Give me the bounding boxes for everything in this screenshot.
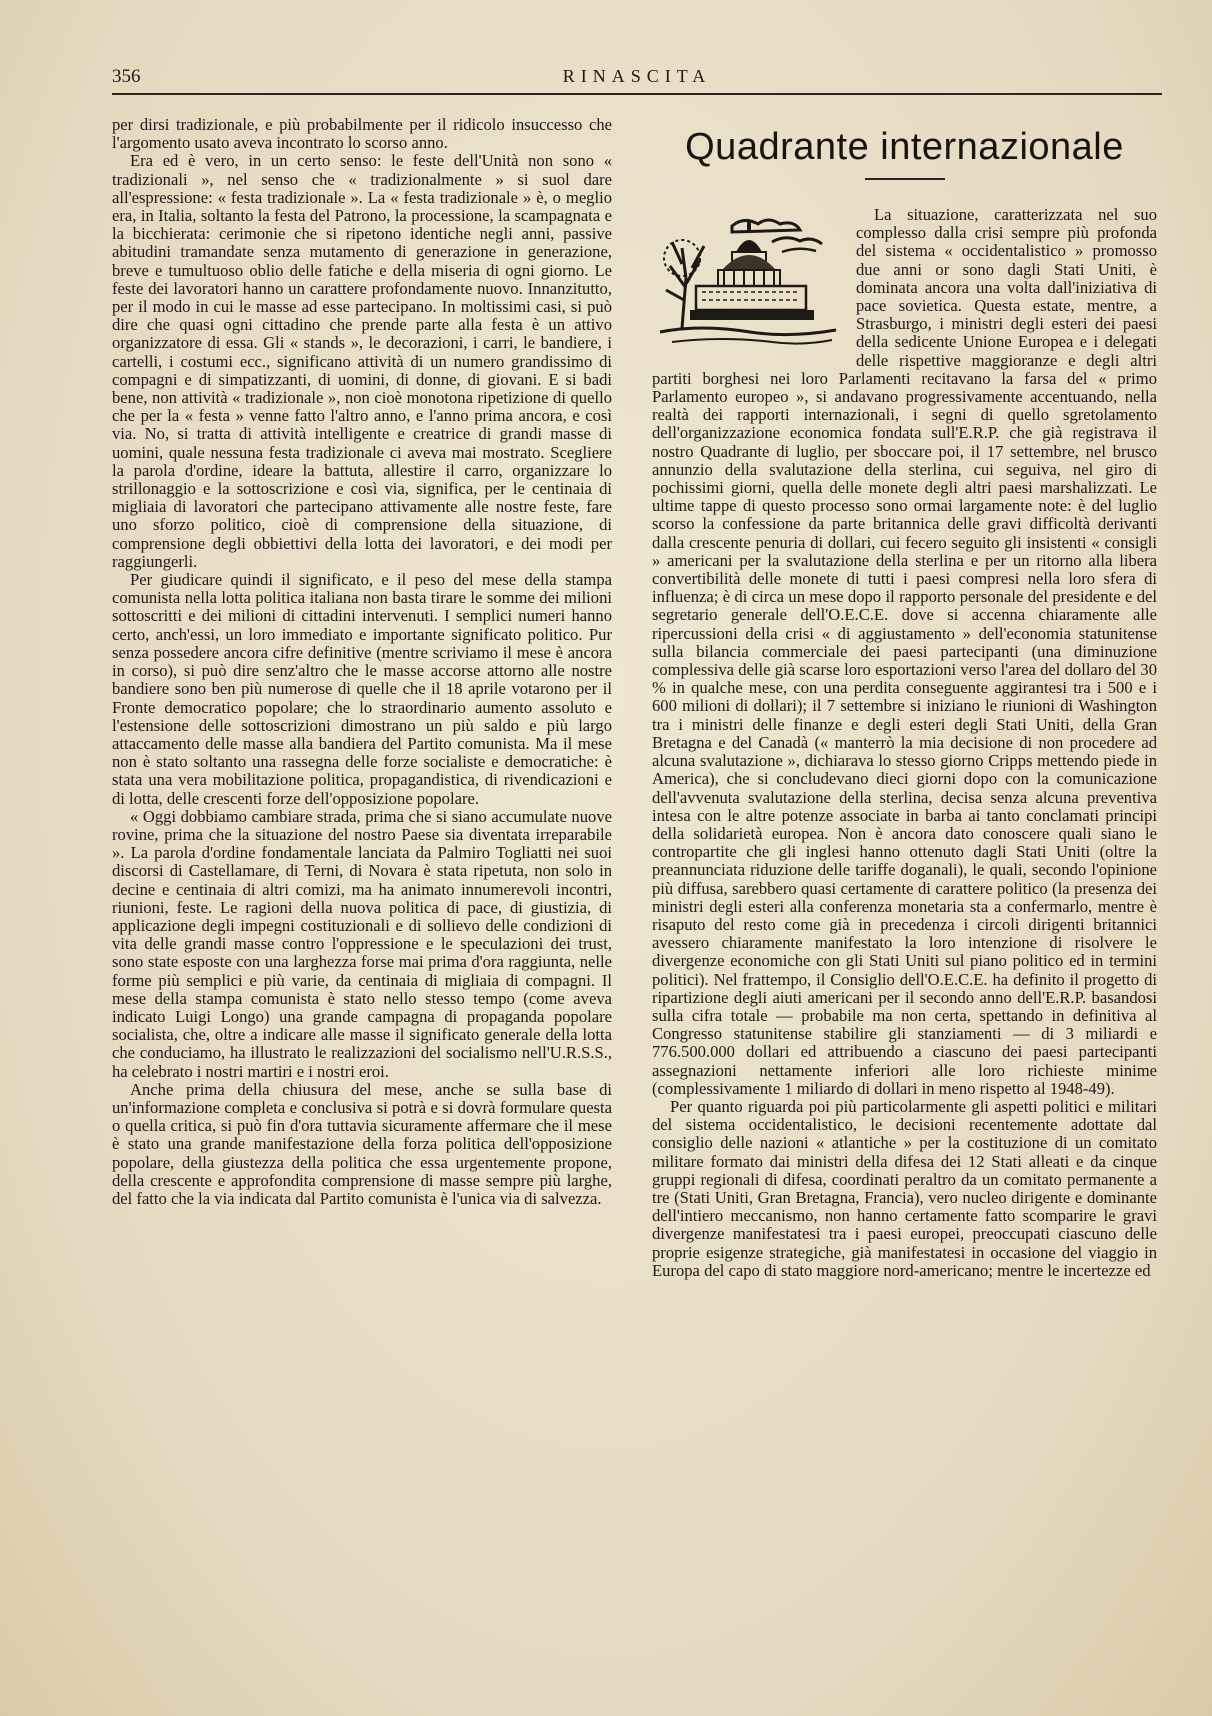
right-column — [652, 120, 1157, 1280]
left-column — [112, 116, 612, 1208]
right-paragraph: Per quanto riguarda poi più particolarmente gli aspetti politici e militari del sistema occidentalistico, le decisioni recentemente adottate dal consiglio delle nazioni « atlantiche » per la costituzione di un comitato militare formato dai ministri della difesa dei 12 Stati alleati e da cinque gruppi regionali di difesa, coordinati peraltro da un comitato permanente a tre (Stati Uniti, Gran Bretagna, Francia), vero nucleo dirigente e dominante dell'intiero meccanismo, non hanno certamente fatto scomparire le gravi divergenze manifestatesi tra i paesi europei, preoccupati ciascuno delle proprie esigenze strategiche, già manifestatesi in occasione del viaggio in Europa del capo di stato maggiore nord-americano; mentre le incertezze ed — [652, 1096, 1157, 1280]
page-header — [112, 66, 1162, 94]
page-number: 356 — [112, 66, 141, 87]
left-paragraph: « Oggi dobbiamo cambiare strada, prima che si siano accumulate nuove rovine, prima che la situazione del nostro Paese sia diventata irreparabile ». La parola d'ordine fondamentale lanciata da Palmiro Togliatti nei suoi discorsi di Castellamare, di Terni, di Novara è stata ripetuta, non solo in decine e centinaia di altri comizi, ma ha animato innumerevoli incontri, riunioni, feste. Le ragioni della nuova politica di pace, di giustizia, di applicazione degli impegni costituzionali e di sollievo delle condizioni di vita delle grandi masse contro l'oppressione e le speculazioni dei trust, sono state esposte con una larghezza forse mai prima d'ora raggiunta, nelle forme più semplici e più varie, da centinaia di migliaia di compagni. Il mese della stampa comunista è stato nello stesso tempo (come aveva indicato Luigi Longo) una grande campagna di propaganda popolare socialista, che, oltre a indicare alle masse il significato generale della lotta che conduciamo, ha illustrato le realizzazioni del socialismo nell'U.R.S.S., ha celebrato i nostri martiri e i nostri eroi. — [112, 806, 612, 1081]
right-paragraph — [652, 206, 1157, 1098]
left-paragraph: Anche prima della chiusura del mese, anche se sulla base di un'informazione completa e conclusiva si potrà e si dovrà formulare questa o quella critica, si può fin d'ora tuttavia sicuramente affermare che il mese è stato una grande manifestazione della forza politica dell'opposizione popolare, della giustezza della politica che essa urgentemente propone, della crescente e approfondita comprensione di masse sempre più larghe, del fatto che la via indicata dal Partito comunista è l'unica via di salvezza. — [112, 1079, 612, 1208]
left-paragraph: per dirsi tradizionale, e più probabilmente per il ridicolo insuccesso che l'argomento usato aveva incontrato lo scorso anno. — [112, 115, 612, 153]
left-paragraph: Era ed è vero, in un certo senso: le feste dell'Unità non sono « tradizionali », nel senso che « tradizionalmente » si suol dare all'espressione: « festa tradizionale ». La « festa tradizionale » è, o meglio era, in Italia, soltanto la festa del Patrono, la processione, la scampagnata e la bicchierata: cerimonie che si ripetono identiche negli anni, passive abitudini tramandate senza mutamento di generazione in generazione, breve e tumultuoso oblio delle fatiche e della miseria di ogni giorno. Le feste dei lavoratori hanno un carattere profondamente nuovo. Innanzitutto, per il modo in cui le masse ad esse partecipano. In moltissimi casi, si può dire che quasi ogni cittadino che prende parte alla festa è un attivo organizzatore di essa. Gli « stands », le decorazioni, i carri, le bandiere, i cartelli, i costumi ecc., significano attività di un numero grandissimo di compagni e di simpatizzanti, di uomini, di donne, di giovani. E si badi bene, non attività « tradizionale », non cioè monotona ripetizione di quello che per la « festa » venne fatto l'altro anno, e l'anno prima ancora, e così via. No, si tratta di attività intelligente e creatrice di grandi masse di uomini, quale nessuna festa tradizionale ci aveva mai mostrato. Scegliere la parola d'ordine, ideare la battuta, allestire il carro, organizzare lo strillonaggio e la sottoscrizione e così via, significa, per le centinaia di migliaia di lavoratori che partecipano attivamente alle nostre feste, fare uno sforzo politico, cioè di comprensione della situazione, di comprensione degli obbiettivi della lotta dei lavoratori, e dei modi per raggiungerli. — [112, 151, 612, 571]
left-paragraph: Per giudicare quindi il significato, e il peso del mese della stampa comunista nella lotta politica italiana non basta tirare le somme dei milioni sottoscritti e dei milioni di cittadini intervenuti. I semplici numeri hanno certo, anch'essi, un loro immediato e importante significato politico. Pur senza possedere ancora cifre definitive (mentre scriviamo il mese è ancora in corso), si può dire senz'altro che le masse accorse attorno alle nostre bandiere sono ben più numerose di quelle che il 18 aprile votarono per il Fronte democratico popolare; che lo straordinario aumento assoluto e l'estensione delle sottoscrizioni dimostrano un più saldo e più largo attaccamento delle masse alla bandiera del Partito comunista. Ma il mese non è stato soltanto una rassegna delle forze socialiste e democratiche: è stata una vera mobilitazione politica, propagandistica, di rivendicazioni e di lotta, delle crescenti forze dell'opposizione popolare. — [112, 570, 612, 808]
section-title: Quadrante internazionale — [685, 126, 1124, 168]
right-paragraph-text: La situazione, caratterizzata nel suo complesso dalla crisi sempre più profonda del sistema « occidentalistico » promosso due anni or sono dagli Stati Uniti, è dominata ancora una volta dall'iniziativa di pace sovietica. Questa estate, mentre, a Strasburgo, i ministri degli esteri dei paesi della sedicente Unione Europea e i delegati delle rispettive maggioranze e degli altri partiti borghesi nei loro Parlamenti recitavano la farsa del « primo Parlamento europeo », si andavano progressivamente accentuando, nella realtà dei rapporti internazionali, i segni di quello sgretolamento dell'organizzazione economica fondata sull'E.R.P. che già registrava il nostro Quadrante di luglio, per sboccare poi, il 17 settembre, nel brusco annunzio della svalutazione della sterlina, cui seguiva, nel giro di pochissimi giorni, quella delle monete degli altri paesi marshalizzati. Le ultime tappe di questo processo sono ormai largamente note: è del luglio scorso la confessione da parte britannica delle gravi difficoltà derivanti dalla crescente penuria di dollari, cui fecero seguito gli insistenti « consigli » americani per la svalutazione della sterlina e per un ritorno alla libera convertibilità delle monete di tutti i paesi compresi nella loro sfera di influenza; è di circa un mese dopo il rapporto personale del presidente e del segretario generale dell'O.E.C.E. dove si accenna chiaramente alle ripercussioni della crisi « di aggiustamento » dell'economia statunitense sulla bilancia commerciale dei paesi partecipanti (una diminuzione complessiva delle già scarse loro esportazioni verso l'area del dollaro del 30 % in qualche mese, con una perdita conseguente aggirantesi tra i 500 e i 600 milioni di dollari); il 7 settembre si iniziano le riunioni di Washington tra i ministri delle finanze e degli esteri degli Stati Uniti, della Gran Bretagna e del Canadà (« manterrò la mia decisione di non procedere ad alcuna svalutazione », dichiarava lo stesso giorno Cripps mettendo piede in America), che si concludevano dieci giorni dopo con la comunicazione dell'avvenuta svalutazione della sterlina, decisa senza alcuna preventiva intesa con le altre potenze associate in barba ai tanto conclamati principi della solidarietà europea. Non è ancora dato conoscere quali siano le contropartite che gli inglesi hanno ottenuto dagli Stati Uniti (oltre la preannunciata riduzione delle tariffe doganali), le quali, secondo l'opinione più diffusa, sarebbero quasi certamente di carattere politico (la presenza dei ministri degli esteri alla conferenza monetaria sta a confermarlo, mentre è risaputo del resto come già in precedenza i circoli dirigenti britannici avessero chiaramente manifestato la loro intenzione di risolvere le divergenze economiche con gli Stati Uniti sul piano politico ed in termini politici). Nel frattempo, il Consiglio dell'O.E.C.E. ha definito il progetto di ripartizione degli aiuti americani per il secondo anno dell'E.R.P. basandosi sulla cifra totale — probabile ma non certa, spettando in definitiva al Congresso statunitense stabilire gli stanziamenti — di 3 miliardi e 776.500.000 dollari ed attribuendo a ciascuno dei paesi partecipanti assegnazioni nettamente inferiori alle loro richieste minime (complessivamente 1 miliardo di dollari in meno rispetto al 1948-49). — [652, 205, 1157, 1098]
journal-title: RINASCITA — [562, 66, 712, 86]
title-rule — [865, 178, 945, 180]
capitol-dome-illustration — [652, 208, 842, 348]
header-rule — [112, 93, 1162, 95]
